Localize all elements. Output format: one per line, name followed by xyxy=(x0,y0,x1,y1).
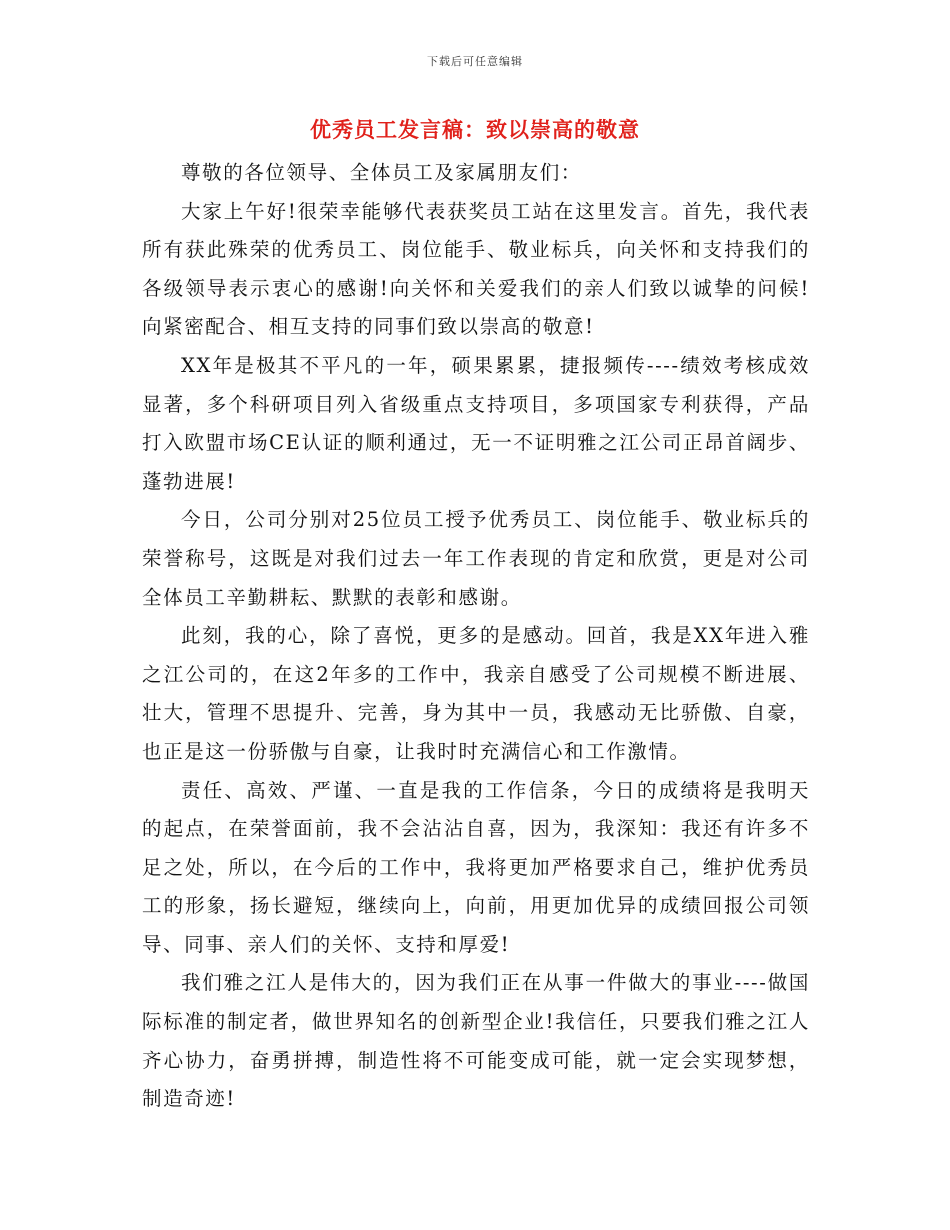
body-paragraph-2: XX年是极其不平凡的一年，硕果累累，捷报频传----绩效考核成效显著，多个科研项目列入省级重点支持项目，多项国家专利获得，产品打入欧盟市场CE认证的顺利通过，无一不证明雅之江公司正昂首阔步、蓬勃进展! xyxy=(142,353,810,493)
document-body xyxy=(142,154,810,1119)
page-header-note: 下载后可任意编辑 xyxy=(427,55,523,68)
body-paragraph-5: 责任、高效、严谨、一直是我的工作信条，今日的成绩将是我明天的起点，在荣誉面前，我不会沾沾自喜，因为，我深知：我还有许多不足之处，所以，在今后的工作中，我将更加严格要求自己，维护优秀员工的形象，扬长避短，继续向上，向前，用更加优异的成绩回报公司领导、同事、亲人们的关怀、支持和厚爱! xyxy=(142,778,810,956)
body-paragraph-1: 大家上午好!很荣幸能够代表获奖员工站在这里发言。首先，我代表所有获此殊荣的优秀员工、岗位能手、敬业标兵，向关怀和支持我们的各级领导表示衷心的感谢!向关怀和关爱我们的亲人们致以诚挚的问候!向紧密配合、相互支持的同事们致以崇高的敬意! xyxy=(142,199,810,339)
document-title: 优秀员工发言稿：致以崇高的敬意 xyxy=(310,117,640,142)
body-paragraph-4: 此刻，我的心，除了喜悦，更多的是感动。回首，我是XX年进入雅之江公司的，在这2年多的工作中，我亲自感受了公司规模不断进展、壮大，管理不思提升、完善，身为其中一员，我感动无比骄傲、自豪，也正是这一份骄傲与自豪，让我时时充满信心和工作激情。 xyxy=(142,624,810,763)
body-paragraph-6: 我们雅之江人是伟大的，因为我们正在从事一件做大的事业----做国际标准的制定者，做世界知名的创新型企业!我信任，只要我们雅之江人齐心协力，奋勇拼搏，制造性将不可能变成可能，就一定会实现梦想，制造奇迹! xyxy=(142,971,810,1111)
body-paragraph-3: 今日，公司分别对25位员工授予优秀员工、岗位能手、敬业标兵的荣誉称号，这既是对我们过去一年工作表现的肯定和欣赏，更是对公司全体员工辛勤耕耘、默默的表彰和感谢。 xyxy=(142,508,810,609)
salutation-paragraph: 尊敬的各位领导、全体员工及家属朋友们： xyxy=(181,161,582,184)
